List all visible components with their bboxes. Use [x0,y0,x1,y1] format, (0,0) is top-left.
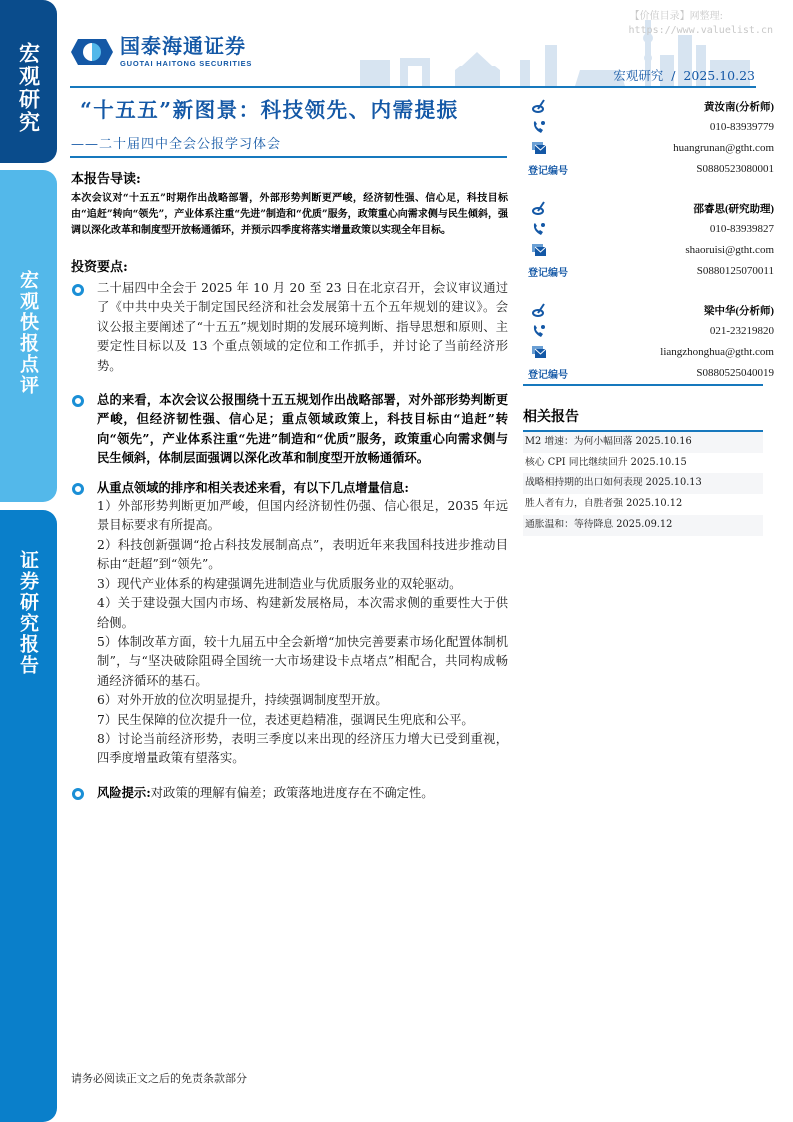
registration-number: S0880523080001 [696,163,774,175]
registration-number: S0880125070011 [696,265,774,277]
bullet-ring-icon [72,395,84,407]
analyst-phone: 010-83939827 [709,223,774,235]
list-item: 3）现代产业体系的构建强调先进制造业与优质服务业的双轮驱动。 [97,576,462,591]
bullet-ring-icon [72,483,84,495]
phone-icon [526,222,552,236]
incremental-info-list [97,497,508,769]
report-subtitle: ——二十届四中全会公报学习体会 [71,137,282,152]
related-report-link[interactable]: M2 增速：为何小幅回落 2025.10.16 [523,432,763,453]
email-icon [526,244,552,256]
guide-heading: 本报告导读: [71,172,141,187]
side-tab-securities-report [0,510,57,1122]
bullet-risk [71,783,508,803]
main-content [71,168,508,811]
related-reports [523,406,763,536]
list-item: 1）外部形势判断更加严峻，但国内经济韧性仍强、信心很足，2035 年远景目标要求有所提高。 [97,499,508,533]
report-title: “十五五”新图景：科技领先、内需提振 [80,98,459,122]
analyst-card [526,300,774,384]
risk-label: 风险提示: [97,784,151,800]
logo-mark-icon [70,37,114,67]
logo-chinese-name: 国泰海通证券 [120,34,246,58]
registration-label: 登记编号 [528,267,568,279]
title-divider [70,156,507,158]
phone-icon [526,324,552,338]
logo-english-name: GUOTAI HAITONG SECURITIES [120,59,253,68]
report-category: 宏观研究 [613,68,664,83]
analyst-card [526,96,774,180]
bullet-meeting-overview: 二十届四中全会于 2025 年 10 月 20 至 23 日在北京召开，会议审议通过了《中共中央关于制定国民经济和社会发展第十五个五年规划的建议》。会议公报主要阐述了“十五五”规划时期的发展环境判断、指导思想和原则、主要定性目标以及 13 个重点领域的定位和工作抓手，并讨论了当前经济形势。 [71,279,508,376]
email-icon [526,346,552,358]
registration-label: 登记编号 [528,369,568,381]
side-tab-label: 宏观研究 [16,42,41,134]
email-icon [526,142,552,154]
list-item: 4）关于建设强大国内市场、构建新发展格局，本次需求侧的重要性大于供给侧。 [97,596,508,630]
header-divider [70,86,756,88]
analyst-divider [523,384,763,386]
bullet-summary: 总的来看，本次会议公报围绕十五五规划作出战略部署，对外部形势判断更严峻，但经济韧性强、信心足；重点领域政策上，科技目标由“追赶”转向“领先”，产业体系注重“先进”制造和“优质”服务，政策重心向需求侧与民生倾斜，体制层面强调以深化改革和制度型开放畅通循环。 [71,390,508,468]
guide-text: 本次会议对“十五五”时期作出战略部署，外部形势判断更严峻，经济韧性强、信心足，科技目标由“追赶”转向“领先”，产业体系注重“先进”制造和“优质”服务，政策重心向需求侧与民生倾斜，强调以深化改革和制度型开放畅通循环，并预示四季度将落实增量政策以实现全年目标。 [71,193,508,236]
list-item: 6）对外开放的位次明显提升，持续强调制度型开放。 [97,693,388,708]
analyst-name: 梁中华(分析师) [704,305,774,317]
investment-points-heading: 投资要点: [71,260,128,275]
watermark: 【价值目录】网整理: https://www.valuelist.cn [628,11,773,36]
related-reports-heading: 相关报告 [523,406,763,432]
side-tab-label: 证券研究报告 [17,550,39,676]
company-logo [70,35,252,68]
analyst-email[interactable]: huangrunan@gtht.com [673,142,774,154]
analyst-card [526,198,774,282]
related-report-link[interactable]: 核心 CPI 同比继续回升 2025.10.15 [525,456,687,468]
list-item: 7）民生保障的位次提升一位，表述更趋精准，强调民生兜底和公平。 [97,712,474,727]
analyst-email[interactable]: liangzhonghua@gtht.com [660,346,774,358]
list-item: 2）科技创新强调“抢占科技发展制高点”，表明近年来我国科技进步推动目标由“赶超”到“领先”。 [97,537,508,572]
analyst-phone: 010-83939779 [709,121,774,133]
pen-icon [526,99,552,113]
analyst-contacts [526,96,774,402]
report-date: 2025.10.23 [683,68,755,83]
related-report-link[interactable]: 战略相持期的出口如何表现 2025.10.13 [523,473,763,494]
side-tab-macro-flash [0,170,57,502]
registration-number: S0880525040019 [696,367,774,379]
report-category-date: 宏观研究 / 2025.10.23 [613,68,755,83]
bullet-incremental-info: 从重点领域的排序和相关表述来看，有以下几点增量信息: 1）外部形势判断更加严峻，但国内经济韧性仍强、信心很足，2035 年远景目标要求有所提高。 2）科技创新强调“抢占科技发展制高点”，表明近年来我国科技进步推动目标由“赶超”到“领先”。 3）现代产业体系的构建强调先进制造业与优质服务业的双轮驱动。 4）关于建设强大国内市场、构建新发展格局，本次需求侧的重要性大于供给侧。 5）体制改革方面，较十九届五中全会新增“加快完善要素市场化配置体制机制”，与“坚决破除阻碍全国统一大市场建设卡点堵点”相配合，共同构成畅通经济循环的基石。 6）对外开放的位次明显提升，持续强调制度型开放。 7）民生保障的位次提升一位，表述更趋精准，强调民生兜底和公平。 8）讨论当前经济形势，表明三季度以来出现的经济压力增大已受到重视，四季度增量政策有望落实。 [71,478,508,769]
bullet-ring-icon [72,284,84,296]
analyst-name: 邵睿思(研究助理) [693,203,774,215]
side-tab-label: 宏观快报点评 [17,270,39,396]
related-report-link[interactable]: 胜人者有力，自胜者强 2025.10.12 [525,498,683,510]
related-report-link[interactable]: 通胀温和：等待降息 2025.09.12 [523,515,763,536]
bullet-ring-icon [72,788,84,800]
list-item: 5）体制改革方面，较十九届五中全会新增“加快完善要素市场化配置体制机制”，与“坚决破除阻碍全国统一大市场建设卡点堵点”相配合，共同构成畅通经济循环的基石。 [97,634,508,688]
analyst-email[interactable]: shaoruisi@gtht.com [685,244,774,256]
analyst-phone: 021-23219820 [709,325,774,337]
side-tab-macro-research [0,0,57,163]
related-reports-list [523,432,763,536]
pen-icon [526,201,552,215]
phone-icon [526,120,552,134]
analyst-name: 黄汝南(分析师) [704,101,774,113]
risk-text: 对政策的理解有偏差；政策落地进度存在不确定性。 [150,785,434,800]
disclaimer-footer: 请务必阅读正文之后的免责条款部分 [71,1072,247,1085]
registration-label: 登记编号 [528,165,568,177]
pen-icon [526,303,552,317]
list-item: 8）讨论当前经济形势，表明三季度以来出现的经济压力增大已受到重视，四季度增量政策有望落实。 [97,731,508,766]
